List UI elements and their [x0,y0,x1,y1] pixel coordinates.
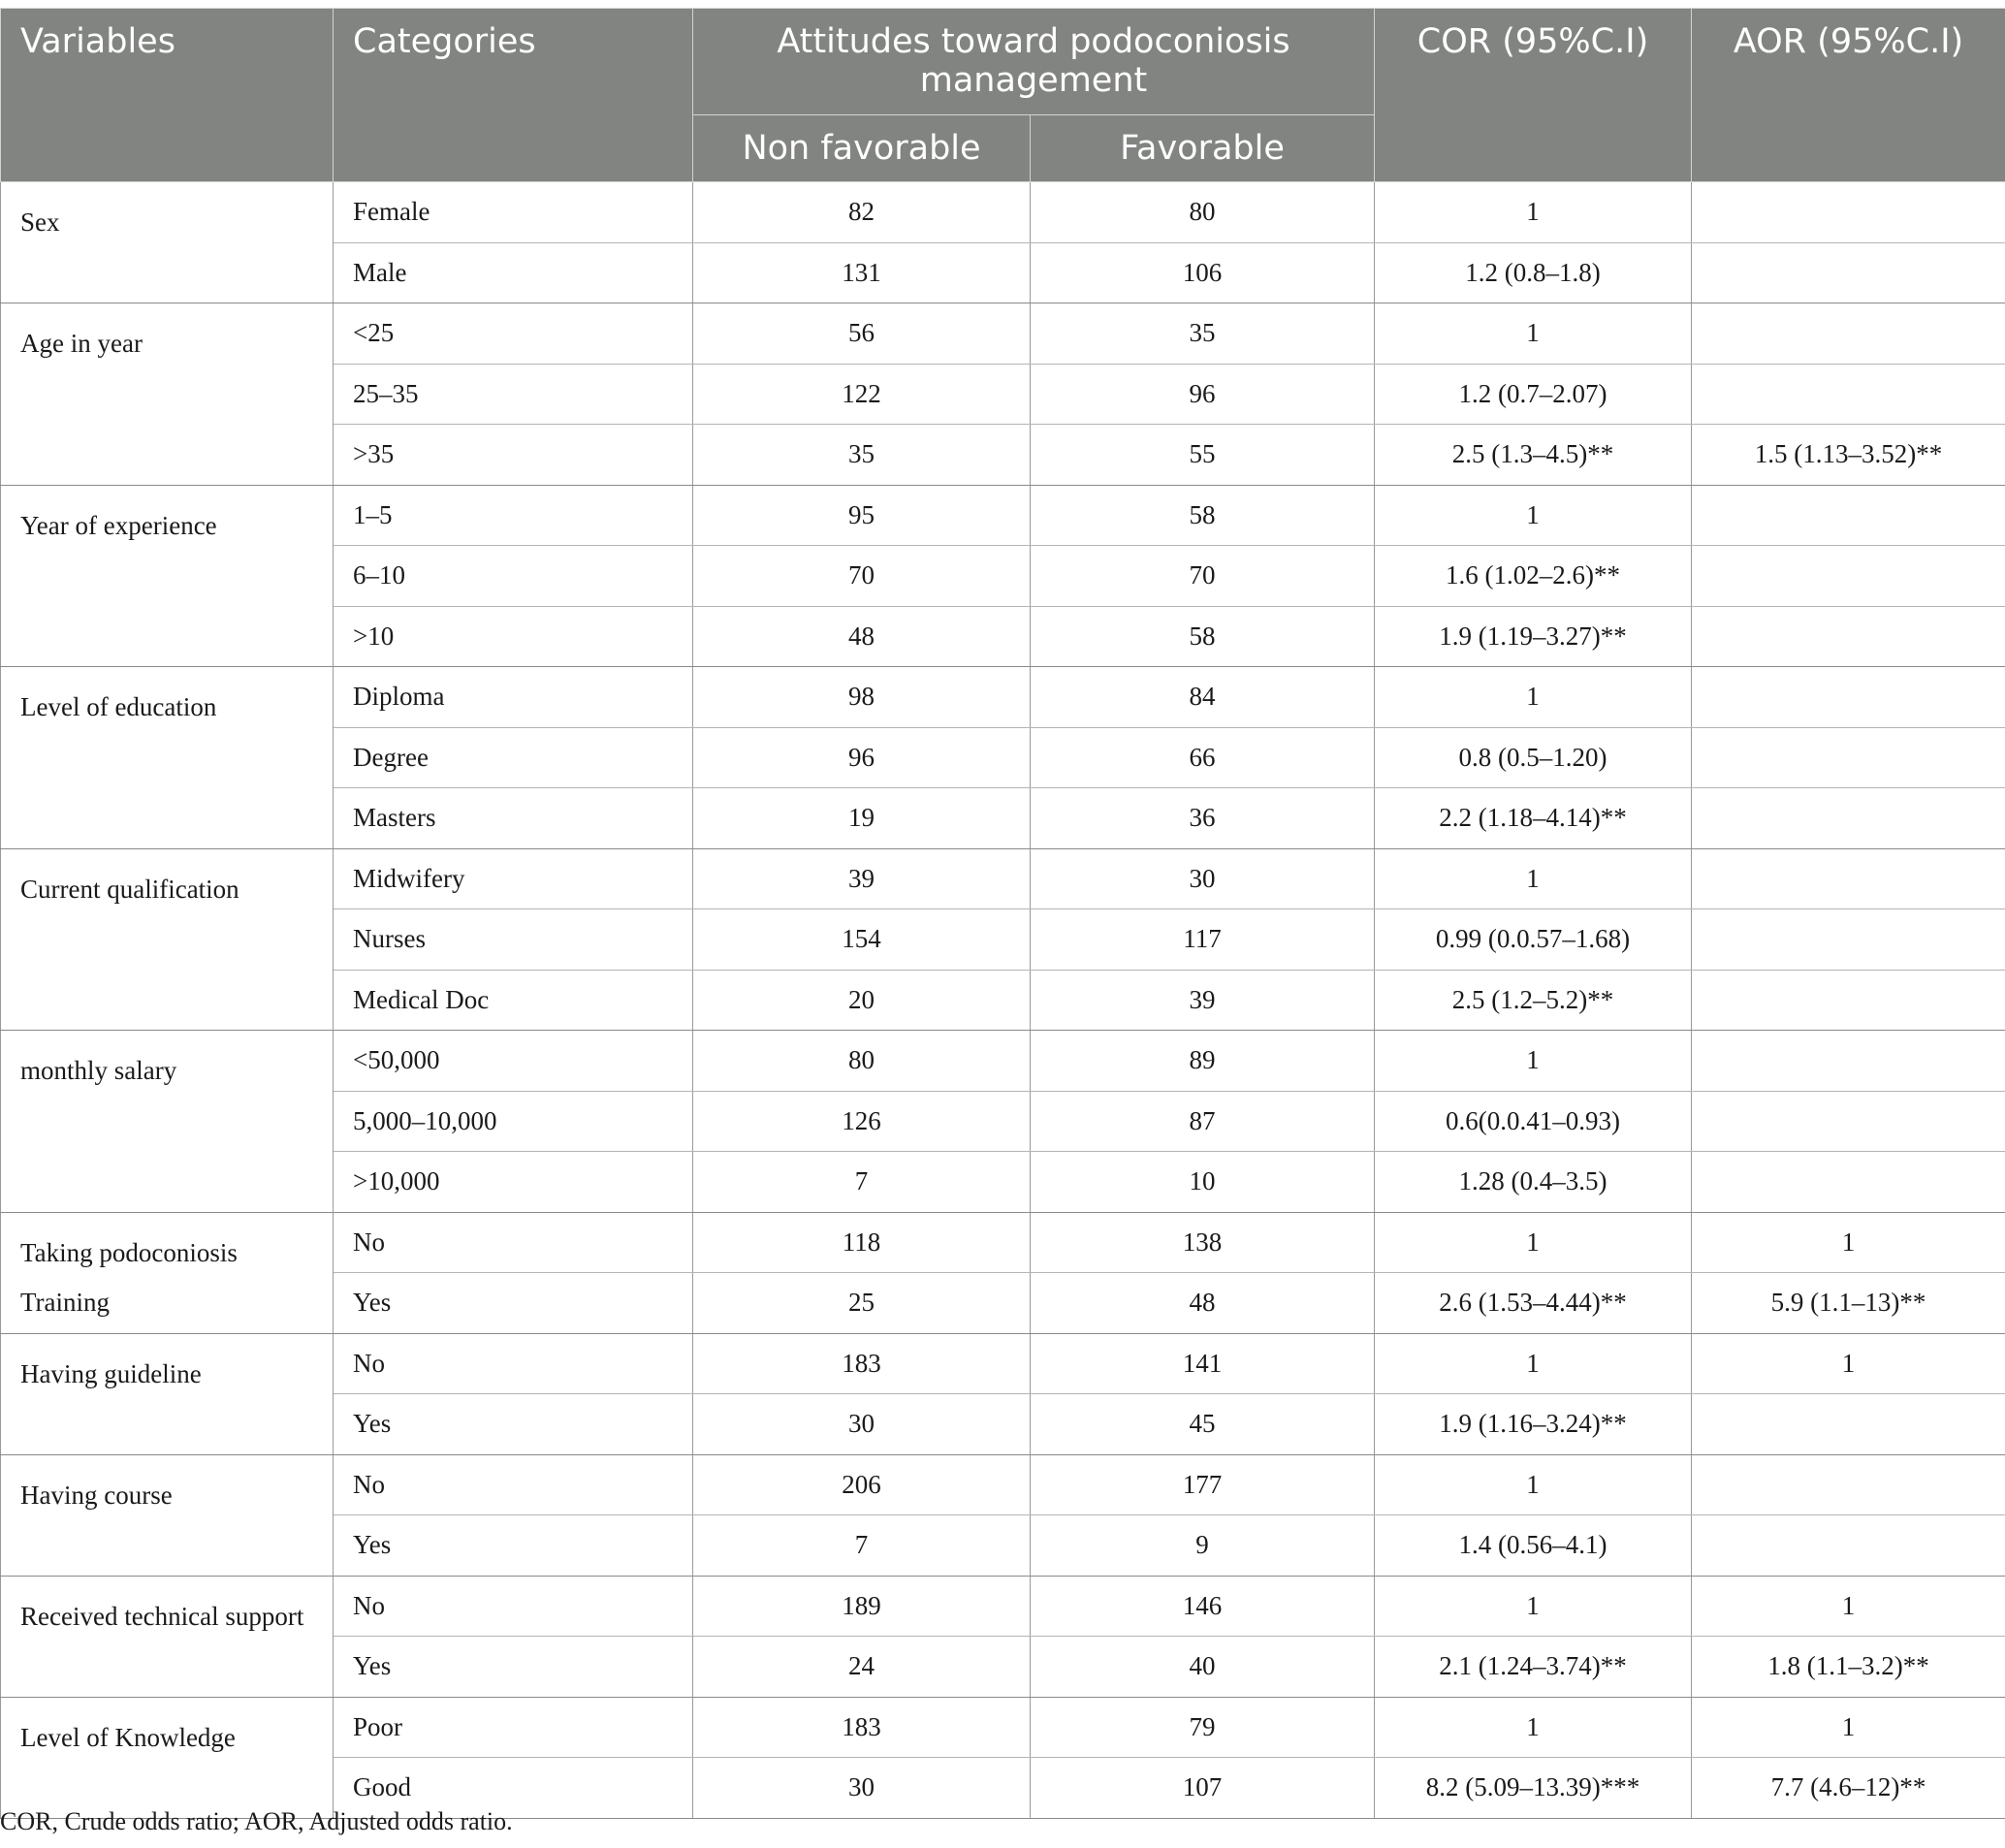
non-favorable-cell: 19 [693,788,1031,849]
non-favorable-cell: 183 [693,1697,1031,1758]
non-favorable-cell: 131 [693,242,1031,303]
non-favorable-cell: 154 [693,909,1031,971]
favorable-cell: 96 [1031,364,1375,425]
cor-cell: 1 [1375,1212,1692,1273]
aor-cell: 1 [1692,1697,2005,1758]
favorable-cell: 40 [1031,1637,1375,1698]
cor-cell: 2.5 (1.3–4.5)** [1375,425,1692,486]
favorable-cell: 89 [1031,1031,1375,1092]
aor-cell [1692,788,2005,849]
non-favorable-cell: 39 [693,848,1031,909]
category-cell: >10,000 [334,1152,693,1213]
aor-cell [1692,242,2005,303]
category-cell: <25 [334,303,693,365]
aor-cell: 1.5 (1.13–3.52)** [1692,425,2005,486]
cor-cell: 1 [1375,1576,1692,1637]
cor-cell: 1 [1375,182,1692,243]
favorable-cell: 45 [1031,1394,1375,1455]
favorable-cell: 70 [1031,546,1375,607]
favorable-cell: 66 [1031,727,1375,788]
cor-cell: 2.6 (1.53–4.44)** [1375,1273,1692,1334]
non-favorable-cell: 82 [693,182,1031,243]
non-favorable-cell: 126 [693,1091,1031,1152]
cor-cell: 2.2 (1.18–4.14)** [1375,788,1692,849]
variable-cell: monthly salary [1,1031,334,1213]
variable-cell: Current qualification [1,848,334,1031]
favorable-cell: 117 [1031,909,1375,971]
header-categories: Categories [334,9,693,182]
non-favorable-cell: 20 [693,970,1031,1031]
header-cor: COR (95%C.I) [1375,9,1692,182]
variable-cell: Year of experience [1,485,334,667]
aor-cell: 1.8 (1.1–3.2)** [1692,1637,2005,1698]
category-cell: Yes [334,1637,693,1698]
non-favorable-cell: 189 [693,1576,1031,1637]
favorable-cell: 55 [1031,425,1375,486]
non-favorable-cell: 56 [693,303,1031,365]
cor-cell: 1.9 (1.19–3.27)** [1375,606,1692,667]
variable-cell: Having course [1,1454,334,1576]
favorable-cell: 138 [1031,1212,1375,1273]
aor-cell [1692,182,2005,243]
favorable-cell: 30 [1031,848,1375,909]
category-cell: Yes [334,1273,693,1334]
aor-cell [1692,546,2005,607]
cor-cell: 0.6(0.0.41–0.93) [1375,1091,1692,1152]
category-cell: No [334,1454,693,1515]
non-favorable-cell: 96 [693,727,1031,788]
variable-cell: Received technical support [1,1576,334,1697]
non-favorable-cell: 35 [693,425,1031,486]
favorable-cell: 141 [1031,1333,1375,1394]
category-cell: No [334,1212,693,1273]
category-cell: Female [334,182,693,243]
aor-cell [1692,1454,2005,1515]
cor-cell: 1 [1375,848,1692,909]
header-aor: AOR (95%C.I) [1692,9,2005,182]
variable-cell: Sex [1,182,334,303]
favorable-cell: 107 [1031,1758,1375,1819]
category-cell: Nurses [334,909,693,971]
non-favorable-cell: 122 [693,364,1031,425]
cor-cell: 1.4 (0.56–4.1) [1375,1515,1692,1577]
non-favorable-cell: 70 [693,546,1031,607]
table-row [1,1576,2005,1637]
favorable-cell: 146 [1031,1576,1375,1637]
cor-cell: 0.99 (0.0.57–1.68) [1375,909,1692,971]
non-favorable-cell: 24 [693,1637,1031,1698]
table-row [1,1212,2005,1273]
aor-cell [1692,1394,2005,1455]
category-cell: 6–10 [334,546,693,607]
variable-cell: Having guideline [1,1333,334,1454]
table-footnote: COR, Crude odds ratio; AOR, Adjusted odds ratio. [0,1807,513,1835]
favorable-cell: 58 [1031,485,1375,546]
category-cell: Degree [334,727,693,788]
aor-cell [1692,485,2005,546]
category-cell: Poor [334,1697,693,1758]
favorable-cell: 84 [1031,667,1375,728]
non-favorable-cell: 48 [693,606,1031,667]
category-cell: Masters [334,788,693,849]
non-favorable-cell: 25 [693,1273,1031,1334]
header-attitudes: Attitudes toward podoconiosis management [693,9,1375,115]
category-cell: Male [334,242,693,303]
variable-cell: Level of education [1,667,334,849]
aor-cell: 7.7 (4.6–12)** [1692,1758,2005,1819]
favorable-cell: 87 [1031,1091,1375,1152]
cor-cell: 1 [1375,1697,1692,1758]
cor-cell: 1.28 (0.4–3.5) [1375,1152,1692,1213]
non-favorable-cell: 30 [693,1758,1031,1819]
category-cell: Midwifery [334,848,693,909]
aor-cell [1692,667,2005,728]
aor-cell [1692,970,2005,1031]
category-cell: >10 [334,606,693,667]
category-cell: 5,000–10,000 [334,1091,693,1152]
aor-cell [1692,1091,2005,1152]
cor-cell: 0.8 (0.5–1.20) [1375,727,1692,788]
table-row [1,1697,2005,1758]
category-cell: Yes [334,1515,693,1577]
table-row [1,485,2005,546]
aor-cell [1692,727,2005,788]
category-cell: Good [334,1758,693,1819]
non-favorable-cell: 7 [693,1152,1031,1213]
cor-cell: 1 [1375,303,1692,365]
aor-cell [1692,848,2005,909]
cor-cell: 1.6 (1.02–2.6)** [1375,546,1692,607]
aor-cell [1692,606,2005,667]
favorable-cell: 9 [1031,1515,1375,1577]
category-cell: Diploma [334,667,693,728]
non-favorable-cell: 118 [693,1212,1031,1273]
category-cell: 1–5 [334,485,693,546]
aor-cell: 1 [1692,1333,2005,1394]
variable-cell: Level of Knowledge [1,1697,334,1818]
favorable-cell: 106 [1031,242,1375,303]
aor-cell [1692,1031,2005,1092]
cor-cell: 1.2 (0.7–2.07) [1375,364,1692,425]
cor-cell: 2.1 (1.24–3.74)** [1375,1637,1692,1698]
table-row [1,1031,2005,1092]
favorable-cell: 48 [1031,1273,1375,1334]
favorable-cell: 177 [1031,1454,1375,1515]
variable-cell: Age in year [1,303,334,486]
non-favorable-cell: 183 [693,1333,1031,1394]
favorable-cell: 39 [1031,970,1375,1031]
aor-cell: 1 [1692,1212,2005,1273]
favorable-cell: 80 [1031,182,1375,243]
cor-cell: 8.2 (5.09–13.39)*** [1375,1758,1692,1819]
variable-cell: Taking podoconiosis Training [1,1212,334,1333]
category-cell: 25–35 [334,364,693,425]
table-row [1,1454,2005,1515]
aor-cell [1692,909,2005,971]
cor-cell: 1.9 (1.16–3.24)** [1375,1394,1692,1455]
non-favorable-cell: 7 [693,1515,1031,1577]
table-row [1,303,2005,365]
category-cell: No [334,1333,693,1394]
table-body [1,182,2005,1819]
category-cell: No [334,1576,693,1637]
table-header [1,9,2005,182]
odds-ratio-table [0,8,2005,1819]
aor-cell [1692,1515,2005,1577]
cor-cell: 1 [1375,1333,1692,1394]
aor-cell [1692,364,2005,425]
favorable-cell: 10 [1031,1152,1375,1213]
category-cell: <50,000 [334,1031,693,1092]
aor-cell [1692,1152,2005,1213]
aor-cell [1692,303,2005,365]
non-favorable-cell: 98 [693,667,1031,728]
category-cell: >35 [334,425,693,486]
aor-cell: 1 [1692,1576,2005,1637]
header-non-favorable: Non favorable [693,115,1031,182]
category-cell: Medical Doc [334,970,693,1031]
non-favorable-cell: 95 [693,485,1031,546]
cor-cell: 1 [1375,1031,1692,1092]
non-favorable-cell: 206 [693,1454,1031,1515]
table-row [1,1333,2005,1394]
cor-cell: 2.5 (1.2–5.2)** [1375,970,1692,1031]
non-favorable-cell: 30 [693,1394,1031,1455]
cor-cell: 1 [1375,485,1692,546]
header-favorable: Favorable [1031,115,1375,182]
aor-cell: 5.9 (1.1–13)** [1692,1273,2005,1334]
non-favorable-cell: 80 [693,1031,1031,1092]
cor-cell: 1.2 (0.8–1.8) [1375,242,1692,303]
category-cell: Yes [334,1394,693,1455]
favorable-cell: 35 [1031,303,1375,365]
cor-cell: 1 [1375,1454,1692,1515]
favorable-cell: 36 [1031,788,1375,849]
table-row [1,667,2005,728]
cor-cell: 1 [1375,667,1692,728]
header-variables: Variables [1,9,334,182]
favorable-cell: 58 [1031,606,1375,667]
favorable-cell: 79 [1031,1697,1375,1758]
table-row [1,182,2005,243]
table-row [1,848,2005,909]
